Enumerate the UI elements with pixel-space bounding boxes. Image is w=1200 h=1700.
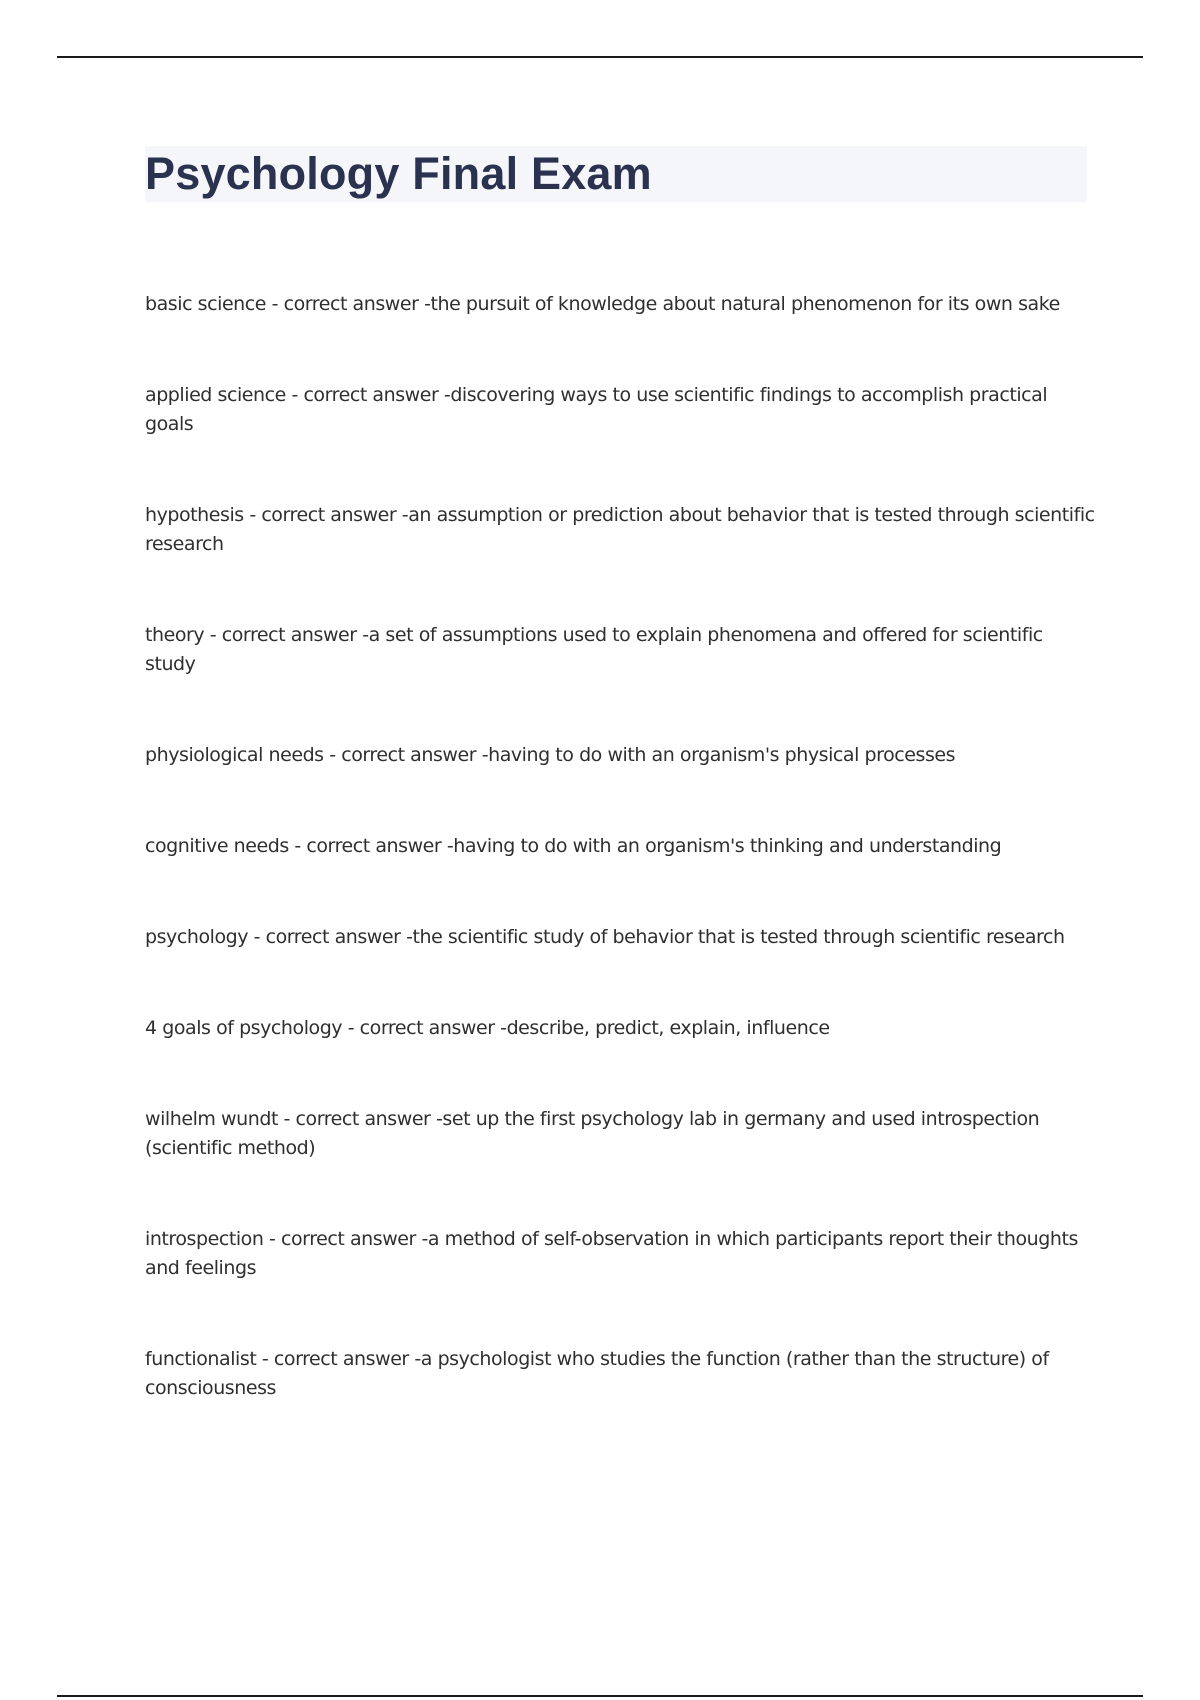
qa-item-physiological-needs: physiological needs - correct answer -having to do with an organism's physical processes xyxy=(145,744,956,766)
bottom-rule xyxy=(57,1695,1143,1697)
document-title: Psychology Final Exam xyxy=(145,148,652,199)
qa-item-introspection: introspection - correct answer -a method of self-observation in which participants report their thoughts and feelings xyxy=(145,1228,1078,1279)
qa-item-psychology: psychology - correct answer -the scientific study of behavior that is tested through scientific research xyxy=(145,926,1065,948)
qa-item-cognitive-needs: cognitive needs - correct answer -having to do with an organism's thinking and understanding xyxy=(145,835,1002,857)
qa-item-wilhelm-wundt: wilhelm wundt - correct answer -set up the first psychology lab in germany and used introspection (scientific method) xyxy=(145,1108,1040,1159)
qa-list xyxy=(145,290,1095,1465)
top-rule xyxy=(57,56,1143,58)
qa-item-hypothesis: hypothesis - correct answer -an assumption or prediction about behavior that is tested through scientific research xyxy=(145,504,1095,555)
qa-item-theory: theory - correct answer -a set of assumptions used to explain phenomena and offered for scientific study xyxy=(145,624,1043,675)
qa-item-basic-science: basic science - correct answer -the pursuit of knowledge about natural phenomenon for its own sake xyxy=(145,293,1060,315)
qa-item-functionalist: functionalist - correct answer -a psychologist who studies the function (rather than the structure) of consciousness xyxy=(145,1348,1049,1399)
qa-item-4-goals: 4 goals of psychology - correct answer -describe, predict, explain, influence xyxy=(145,1017,830,1039)
qa-item-applied-science: applied science - correct answer -discovering ways to use scientific findings to accomplish practical goals xyxy=(145,384,1048,435)
